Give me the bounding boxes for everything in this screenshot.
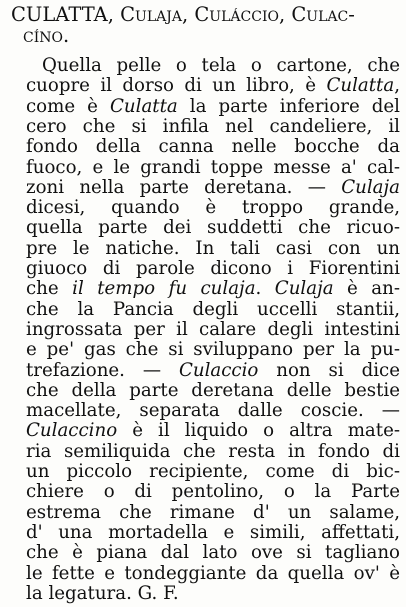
- headword: CULATTA: [11, 3, 108, 26]
- italic-term: Culaja: [274, 278, 334, 300]
- text-run: ,: [394, 75, 400, 97]
- body-line: [26, 279, 400, 299]
- body-line: [26, 401, 400, 421]
- headword-variant: Culáccio: [194, 3, 279, 26]
- body-line: [26, 462, 400, 482]
- text-run: .: [255, 278, 275, 300]
- body-line: [26, 198, 400, 218]
- text-run: estrema che rimane d' un salame,: [26, 501, 400, 523]
- text-run: è il liquido o altra mate-: [117, 420, 400, 442]
- heading-separator: ,: [181, 3, 195, 26]
- text-run: ria semiliquida che resta in fondo di: [26, 440, 400, 462]
- text-run: dicesi, quando è troppo grande,: [26, 197, 400, 219]
- body-line: [26, 482, 400, 502]
- italic-term: Culaccio: [178, 359, 259, 381]
- body-line: [26, 218, 400, 238]
- text-run: fuoco, e le grandi toppe messe a' cal-: [26, 156, 400, 178]
- body-line: [26, 564, 400, 584]
- text-run: che della parte deretana delle bestie: [26, 379, 400, 401]
- text-run: zoni nella parte deretana. —: [26, 176, 342, 198]
- body-line: [26, 117, 400, 137]
- body-line: [26, 340, 400, 360]
- heading-separator: ,: [107, 3, 121, 26]
- headword-variant: Culaja: [120, 3, 182, 26]
- text-run: giuoco di parole dicono i Fiorentini: [26, 258, 400, 279]
- body-line: [26, 523, 400, 543]
- body-line: [26, 158, 400, 178]
- text-run: ingrossata per il calare degli intestini: [26, 318, 400, 340]
- entry-heading-continuation: cíno.: [23, 24, 70, 47]
- body-line: [26, 361, 400, 381]
- text-run: che la Pancia degli uccelli stantii,: [26, 298, 400, 320]
- text-run: pre le natiche. In tali casi con un: [26, 237, 400, 259]
- text-run: quella parte dei suddetti che ricuo-: [26, 217, 400, 239]
- text-run: le fette e tondeggiante da quella ov' è: [26, 562, 400, 584]
- text-run: la legatura. G. F.: [26, 582, 179, 604]
- text-run: d' una mortadella e simili, affettati,: [26, 521, 400, 543]
- text-run: Quella pelle o tela o cartone, che: [42, 55, 400, 76]
- body-line: [26, 76, 400, 96]
- text-run: come è: [26, 95, 110, 117]
- text-run: che è piana dal lato ove si tagliano: [26, 542, 400, 564]
- heading-separator: ,: [278, 3, 292, 26]
- italic-term: Culaccino: [26, 420, 118, 442]
- text-run: fondo della canna nelle bocche da: [26, 136, 400, 158]
- text-run: che: [26, 278, 73, 300]
- body-line: [26, 239, 400, 259]
- text-run: un piccolo recipiente, come di bic-: [26, 461, 400, 482]
- text-run: macellate, separata dalle coscie. —: [26, 400, 400, 422]
- body-line: [26, 137, 400, 157]
- body-line: [42, 56, 400, 76]
- body-line: [26, 97, 400, 117]
- text-run: cuopre il dorso di un libro, è: [26, 75, 327, 97]
- body-line: [26, 421, 400, 441]
- text-run: cero che si infila nel candeliere, il: [26, 115, 400, 137]
- body-line: [26, 584, 400, 604]
- text-run: la parte inferiore del: [177, 95, 400, 117]
- headword-variant: Culac-: [291, 3, 355, 26]
- text-run: chiere o di pentolino, o la Parte: [26, 481, 400, 503]
- text-run: e pe' gas che si sviluppano per la pu-: [26, 339, 400, 361]
- body-line: [26, 442, 400, 462]
- italic-term: il tempo fu culaja: [72, 278, 256, 300]
- body-line: [26, 381, 400, 401]
- body-line: [26, 300, 400, 320]
- italic-term: Culatta: [326, 75, 395, 97]
- text-run: trefazione. —: [26, 359, 179, 381]
- text-run: è an-: [333, 278, 400, 300]
- body-line: [26, 543, 400, 563]
- body-line: [26, 259, 400, 279]
- italic-term: Culatta: [110, 95, 178, 117]
- italic-term: Culaja: [341, 176, 400, 198]
- text-run: non si dice: [258, 359, 401, 381]
- body-line: [26, 178, 400, 198]
- body-line: [26, 320, 400, 340]
- body-line: [26, 503, 400, 523]
